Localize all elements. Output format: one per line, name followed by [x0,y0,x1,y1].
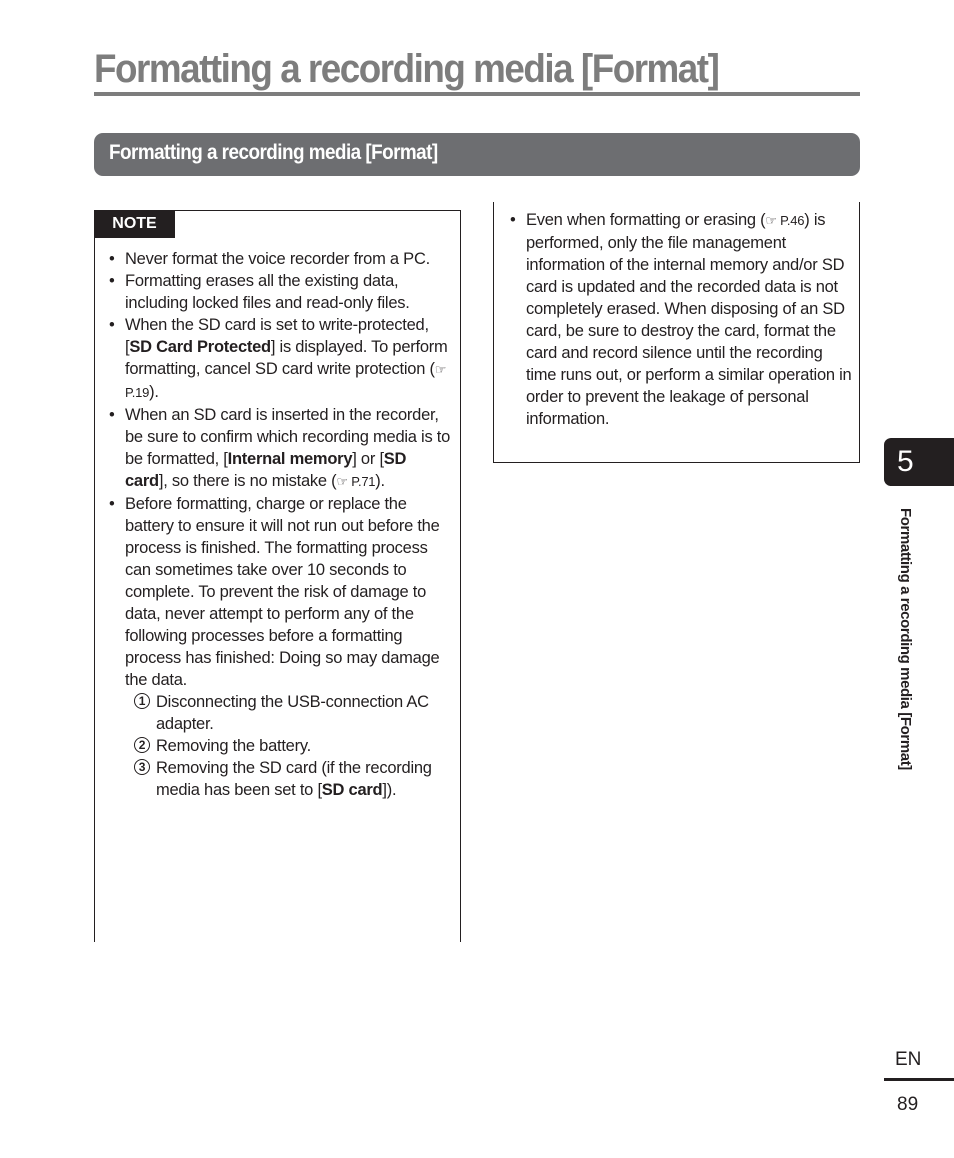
note-text: Formatting erases all the existing data, including locked files and read-only files. [125,272,410,312]
step-text: Disconnecting the USB-connection AC adapter. [156,693,429,733]
ui-term: SD Card Protected [129,338,271,356]
note-list [105,248,453,801]
note-text: ], so there is no mistake ( [158,472,337,490]
bullet-icon: • [510,211,516,229]
page-reference-icon: ☞ [765,213,777,228]
note-text: ). [149,383,159,401]
bullet-icon: • [109,316,115,334]
step-item [125,691,453,735]
page-number: 89 [897,1094,919,1115]
section-header-bar [94,133,860,176]
note-text: When an SD card is inserted in the recorder, be sure to confirm which recording media is to be formatted, [ [125,406,451,468]
ui-term: Internal memory [227,450,353,468]
page-reference [125,385,149,400]
page-reference-icon: ☞ [336,474,348,489]
step-list [125,691,453,801]
list-item [105,314,453,404]
circled-number-icon: 2 [134,737,150,753]
ui-term: SD card [125,450,407,490]
bullet-icon: • [109,272,115,290]
list-item [105,493,453,801]
title-underline [94,92,860,96]
language-label: EN [895,1049,922,1070]
bullet-icon: • [109,495,115,513]
step-text: Removing the SD card (if the recording media has been set to [ [156,759,432,799]
note-text: ] is displayed. To perform formatting, cancel SD card write protection ( [125,338,448,378]
page-reference-number: P.71 [351,474,376,489]
list-item [105,404,453,493]
footer-divider [884,1078,954,1081]
step-item [125,735,453,757]
note-label: NOTE [94,210,175,238]
info-list [506,209,856,430]
note-text: Never format the voice recorder from a PC. [125,250,430,268]
note-box [94,210,461,942]
note-text: Before formatting, charge or replace the battery to ensure it will not run out before the process is finished. The formatting process can sometimes take over 10 seconds to complete. To prevent the risk of damage to data, never attempt to perform any of the following processes before a formatting process has finished: Doing so may damage the data. [125,495,440,689]
list-item [506,209,856,430]
chapter-tab [884,438,954,486]
step-item [125,757,453,801]
side-title-text: Formatting a recording media [Format] [897,508,914,770]
chapter-number: 5 [897,445,914,478]
page-reference [777,213,804,228]
ui-term: SD card [321,781,383,799]
step-text: ]). [382,781,397,799]
page-reference-icon: ☞ [434,362,447,377]
circled-number-icon: 1 [134,693,150,709]
step-text: Removing the battery. [156,737,311,755]
info-box [493,202,860,463]
page-title: Formatting a recording media [Format] [94,47,719,91]
list-item [105,248,453,270]
list-item [105,270,453,314]
note-text: When the SD card is set to write-protected, [ [125,316,429,356]
info-text: Even when formatting or erasing ( [526,211,766,229]
info-text: ) is performed, only the file management information of the internal memory and/or SD card is updated and the recorded data is not completely erased. When disposing of an SD card, be sure to destroy the card, format the card and record silence until the recording time runs out, or perform a similar operation in order to prevent the leakage of personal information. [526,211,852,428]
page-reference-number: P.46 [780,213,805,228]
note-text: ). [375,472,385,490]
bullet-icon: • [109,250,115,268]
page-reference [348,474,375,489]
side-running-title [893,508,915,823]
note-text: ] or [ [352,450,384,468]
bullet-icon: • [109,406,115,424]
page-reference-number: P.19 [125,385,150,400]
circled-number-icon: 3 [134,759,150,775]
section-title: Formatting a recording media [Format] [109,141,438,164]
